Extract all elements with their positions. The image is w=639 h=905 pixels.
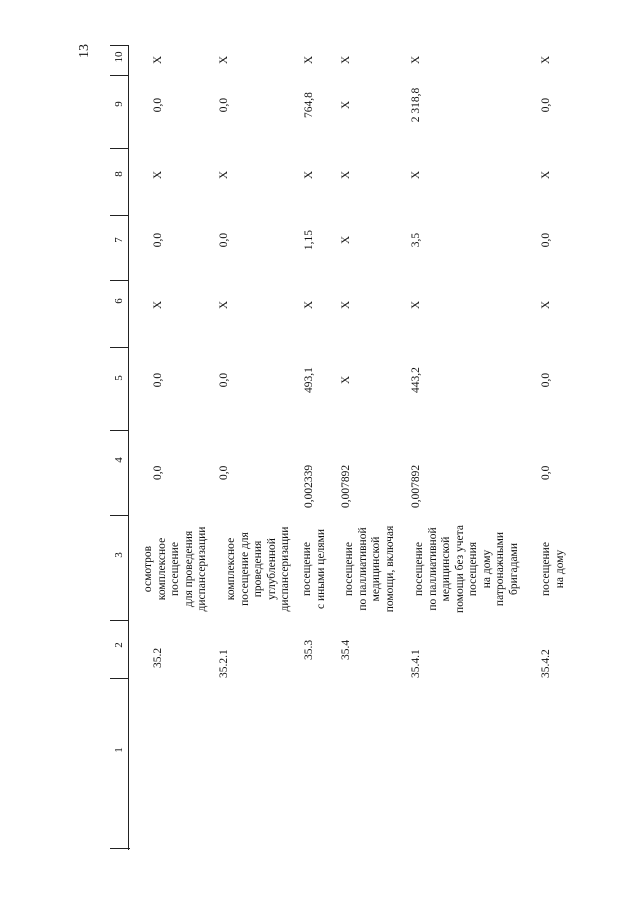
row-value-c7: 0,0 [218, 232, 230, 248]
row-value-c4: 0,0 [218, 465, 230, 480]
row-value-c7: 0,0 [152, 232, 164, 248]
row-name: посещение с иными целями [301, 528, 327, 610]
table-bottom-border [110, 848, 128, 849]
header-divider-1-2 [110, 678, 128, 679]
row-value-c8: Х [303, 170, 315, 180]
row-name: посещение по паллиативной медицинской помощи, включая [343, 525, 396, 613]
row-name: посещение по паллиативной медицинской помощи без учета посещения на дому патронажными бригадами [413, 525, 520, 613]
header-divider-4-5 [110, 430, 128, 431]
row-value-c4: 0,0 [152, 465, 164, 480]
row-name: посещение на дому [540, 542, 566, 596]
row-value-c4: 0,007892 [410, 464, 422, 508]
row-value-c7: 1,15 [303, 229, 315, 251]
row-value-c4: 0,002339 [303, 464, 315, 508]
row-value-c6: Х [340, 300, 352, 310]
row-value-c10: Х [152, 55, 164, 65]
header-col-4: 4 [113, 457, 125, 463]
row-value-c9: 0,0 [152, 97, 164, 113]
header-col-5: 5 [113, 375, 125, 381]
header-col-7: 7 [113, 237, 125, 243]
row-code: 35.3 [303, 639, 315, 660]
row-code: 35.4.2 [540, 649, 552, 678]
row-value-c5: 0,0 [152, 372, 164, 388]
row-value-c5: 443,2 [410, 367, 422, 393]
table-line-right [128, 45, 129, 850]
row-value-c9: Х [340, 100, 352, 110]
row-code: 35.2 [152, 647, 164, 668]
header-col-2: 2 [113, 642, 125, 648]
row-value-c10: Х [340, 55, 352, 65]
header-divider-3-4 [110, 515, 128, 516]
header-divider-5-6 [110, 347, 128, 348]
header-divider-8-9 [110, 148, 128, 149]
row-value-c9: 2 318,8 [410, 87, 422, 123]
row-value-c9: 0,0 [218, 97, 230, 113]
row-name: комплексное посещение для проведения углубленной диспансеризации [225, 526, 291, 612]
row-value-c4: 0,0 [540, 465, 552, 480]
row-value-c6: Х [218, 300, 230, 310]
header-col-1: 1 [113, 747, 125, 753]
row-value-c7: Х [340, 235, 352, 245]
row-value-c10: Х [540, 55, 552, 65]
row-value-c9: 764,8 [303, 92, 315, 118]
row-value-c5: 493,1 [303, 367, 315, 393]
row-value-c5: Х [340, 375, 352, 385]
row-name: осмотров комплексное посещение для проведения диспансеризации [142, 526, 208, 612]
row-value-c10: Х [410, 55, 422, 65]
row-value-c8: Х [152, 170, 164, 180]
row-value-c5: 0,0 [540, 372, 552, 388]
row-value-c6: Х [540, 300, 552, 310]
row-value-c5: 0,0 [218, 372, 230, 388]
row-value-c6: Х [152, 300, 164, 310]
header-col-3: 3 [113, 552, 125, 558]
row-value-c8: Х [218, 170, 230, 180]
page-number: 13 [77, 44, 92, 58]
row-code: 35.4.1 [410, 649, 422, 678]
row-code: 35.2.1 [218, 649, 230, 678]
header-divider-7-8 [110, 215, 128, 216]
row-value-c7: 3,5 [410, 232, 422, 248]
header-divider-9-10 [110, 75, 128, 76]
row-value-c6: Х [410, 300, 422, 310]
row-value-c10: Х [303, 55, 315, 65]
row-code: 35.4 [340, 639, 352, 660]
header-col-8: 8 [113, 171, 125, 177]
row-value-c9: 0,0 [540, 97, 552, 113]
row-value-c8: Х [540, 170, 552, 180]
header-col-9: 9 [113, 101, 125, 107]
row-value-c8: Х [340, 170, 352, 180]
row-value-c7: 0,0 [540, 232, 552, 248]
row-value-c6: Х [303, 300, 315, 310]
row-value-c4: 0,007892 [340, 464, 352, 508]
header-col-6: 6 [113, 298, 125, 304]
header-col-10: 10 [113, 51, 125, 63]
row-value-c8: Х [410, 170, 422, 180]
header-divider-2-3 [110, 620, 128, 621]
row-value-c10: Х [218, 55, 230, 65]
